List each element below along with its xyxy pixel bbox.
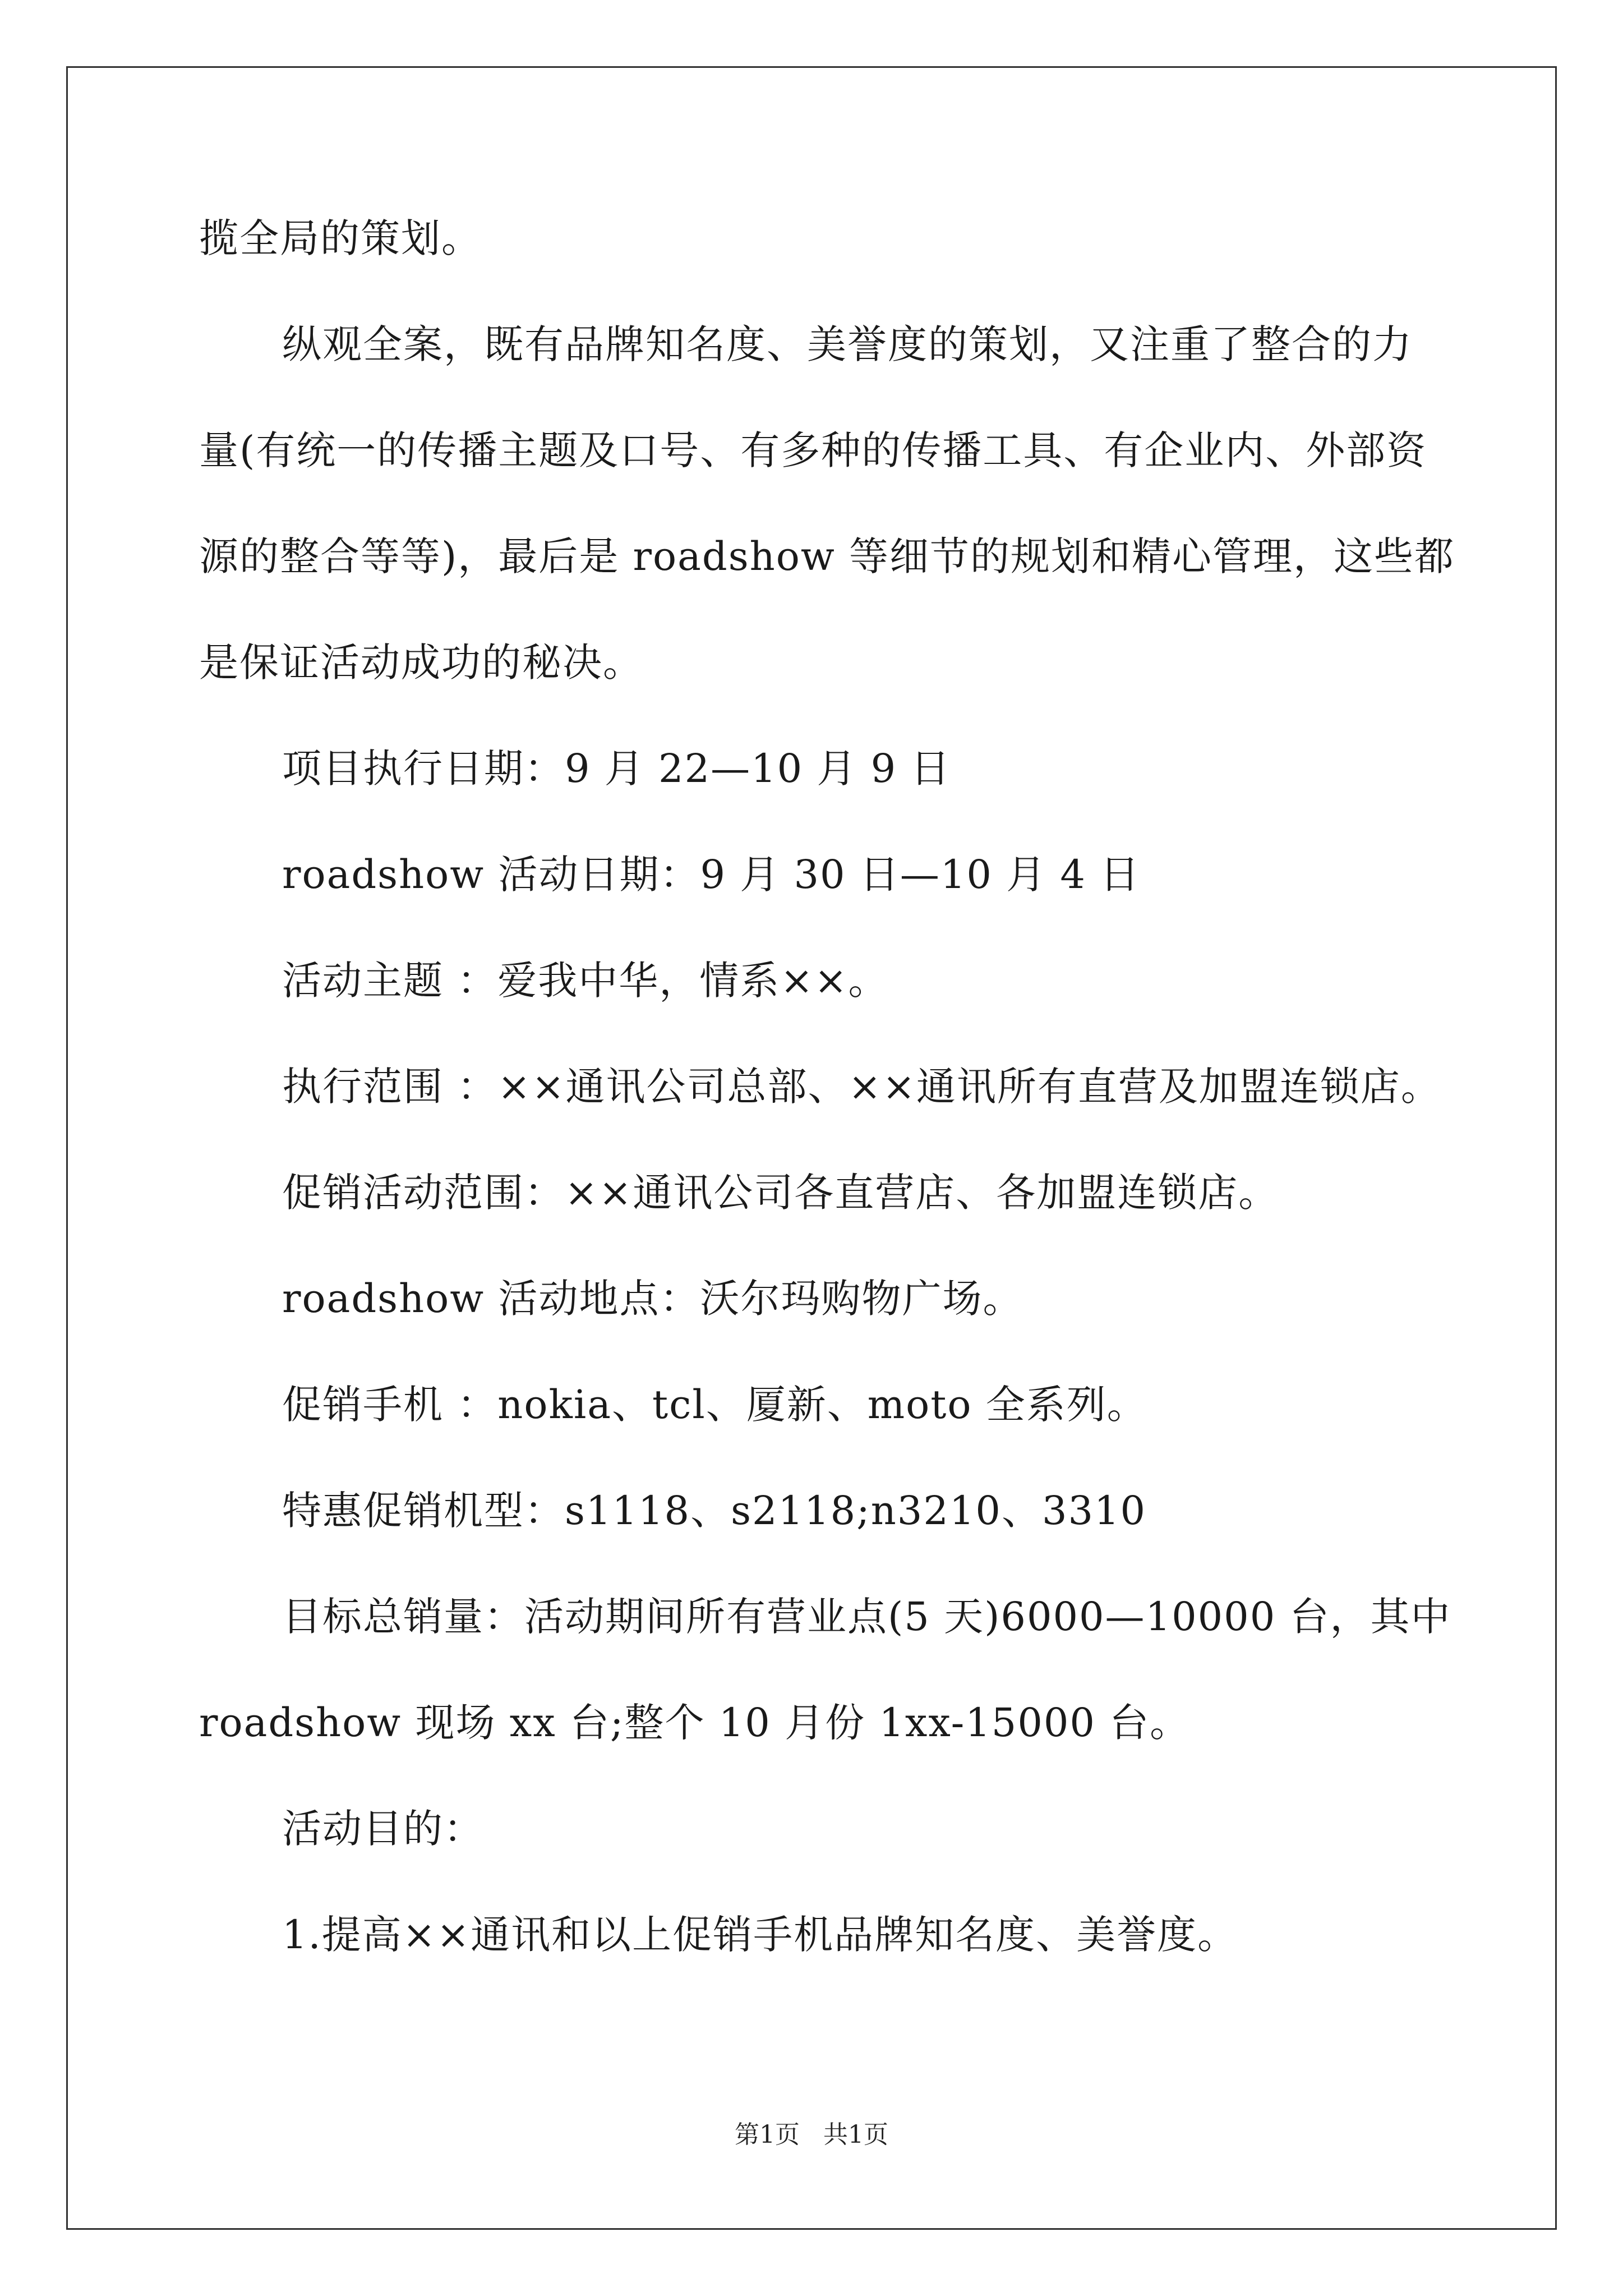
text-line: roadshow 现场 xx 台;整个 10 月份 1xx-15000 台。 <box>199 1700 1191 1746</box>
text-line: 是保证活动成功的秘决。 <box>199 639 643 685</box>
page-total: 共1页 <box>823 2120 888 2149</box>
text-line: 促销手机 ：nokia、tcl、厦新、moto 全系列。 <box>282 1382 1147 1428</box>
text-line: 纵观全案，既有品牌知名度、美誉度的策划，又注重了整合的力 <box>282 321 1413 367</box>
page-footer <box>0 2118 1623 2152</box>
text-line: 源的整合等等)，最后是 roadshow 等细节的规划和精心管理，这些都 <box>199 533 1455 579</box>
text-line: 活动主题 ：爱我中华，情系××。 <box>282 958 889 1004</box>
page-border <box>66 66 1557 2230</box>
text-line: 特惠促销机型：s1118、s2118;n3210、3310 <box>282 1488 1147 1534</box>
text-line: roadshow 活动地点：沃尔玛购物广场。 <box>282 1276 1023 1322</box>
text-line: roadshow 活动日期：9 月 30 日—10 月 4 日 <box>282 852 1141 898</box>
text-line: 目标总销量：活动期间所有营业点(5 天)6000—10000 台，其中 <box>282 1594 1451 1640</box>
text-line: 揽全局的策划。 <box>199 215 482 261</box>
text-line: 活动目的： <box>282 1806 484 1852</box>
text-line: 执行范围 ：××通讯公司总部、××通讯所有直营及加盟连锁店。 <box>282 1064 1441 1110</box>
text-line: 项目执行日期：9 月 22—10 月 9 日 <box>282 746 951 792</box>
page-number: 第1页 <box>735 2120 800 2149</box>
text-line: 量(有统一的传播主题及口号、有多种的传播工具、有企业内、外部资 <box>199 427 1427 473</box>
text-line: 1.提高××通讯和以上促销手机品牌知名度、美誉度。 <box>282 1912 1238 1958</box>
text-line: 促销活动范围：××通讯公司各直营店、各加盟连锁店。 <box>282 1170 1279 1216</box>
